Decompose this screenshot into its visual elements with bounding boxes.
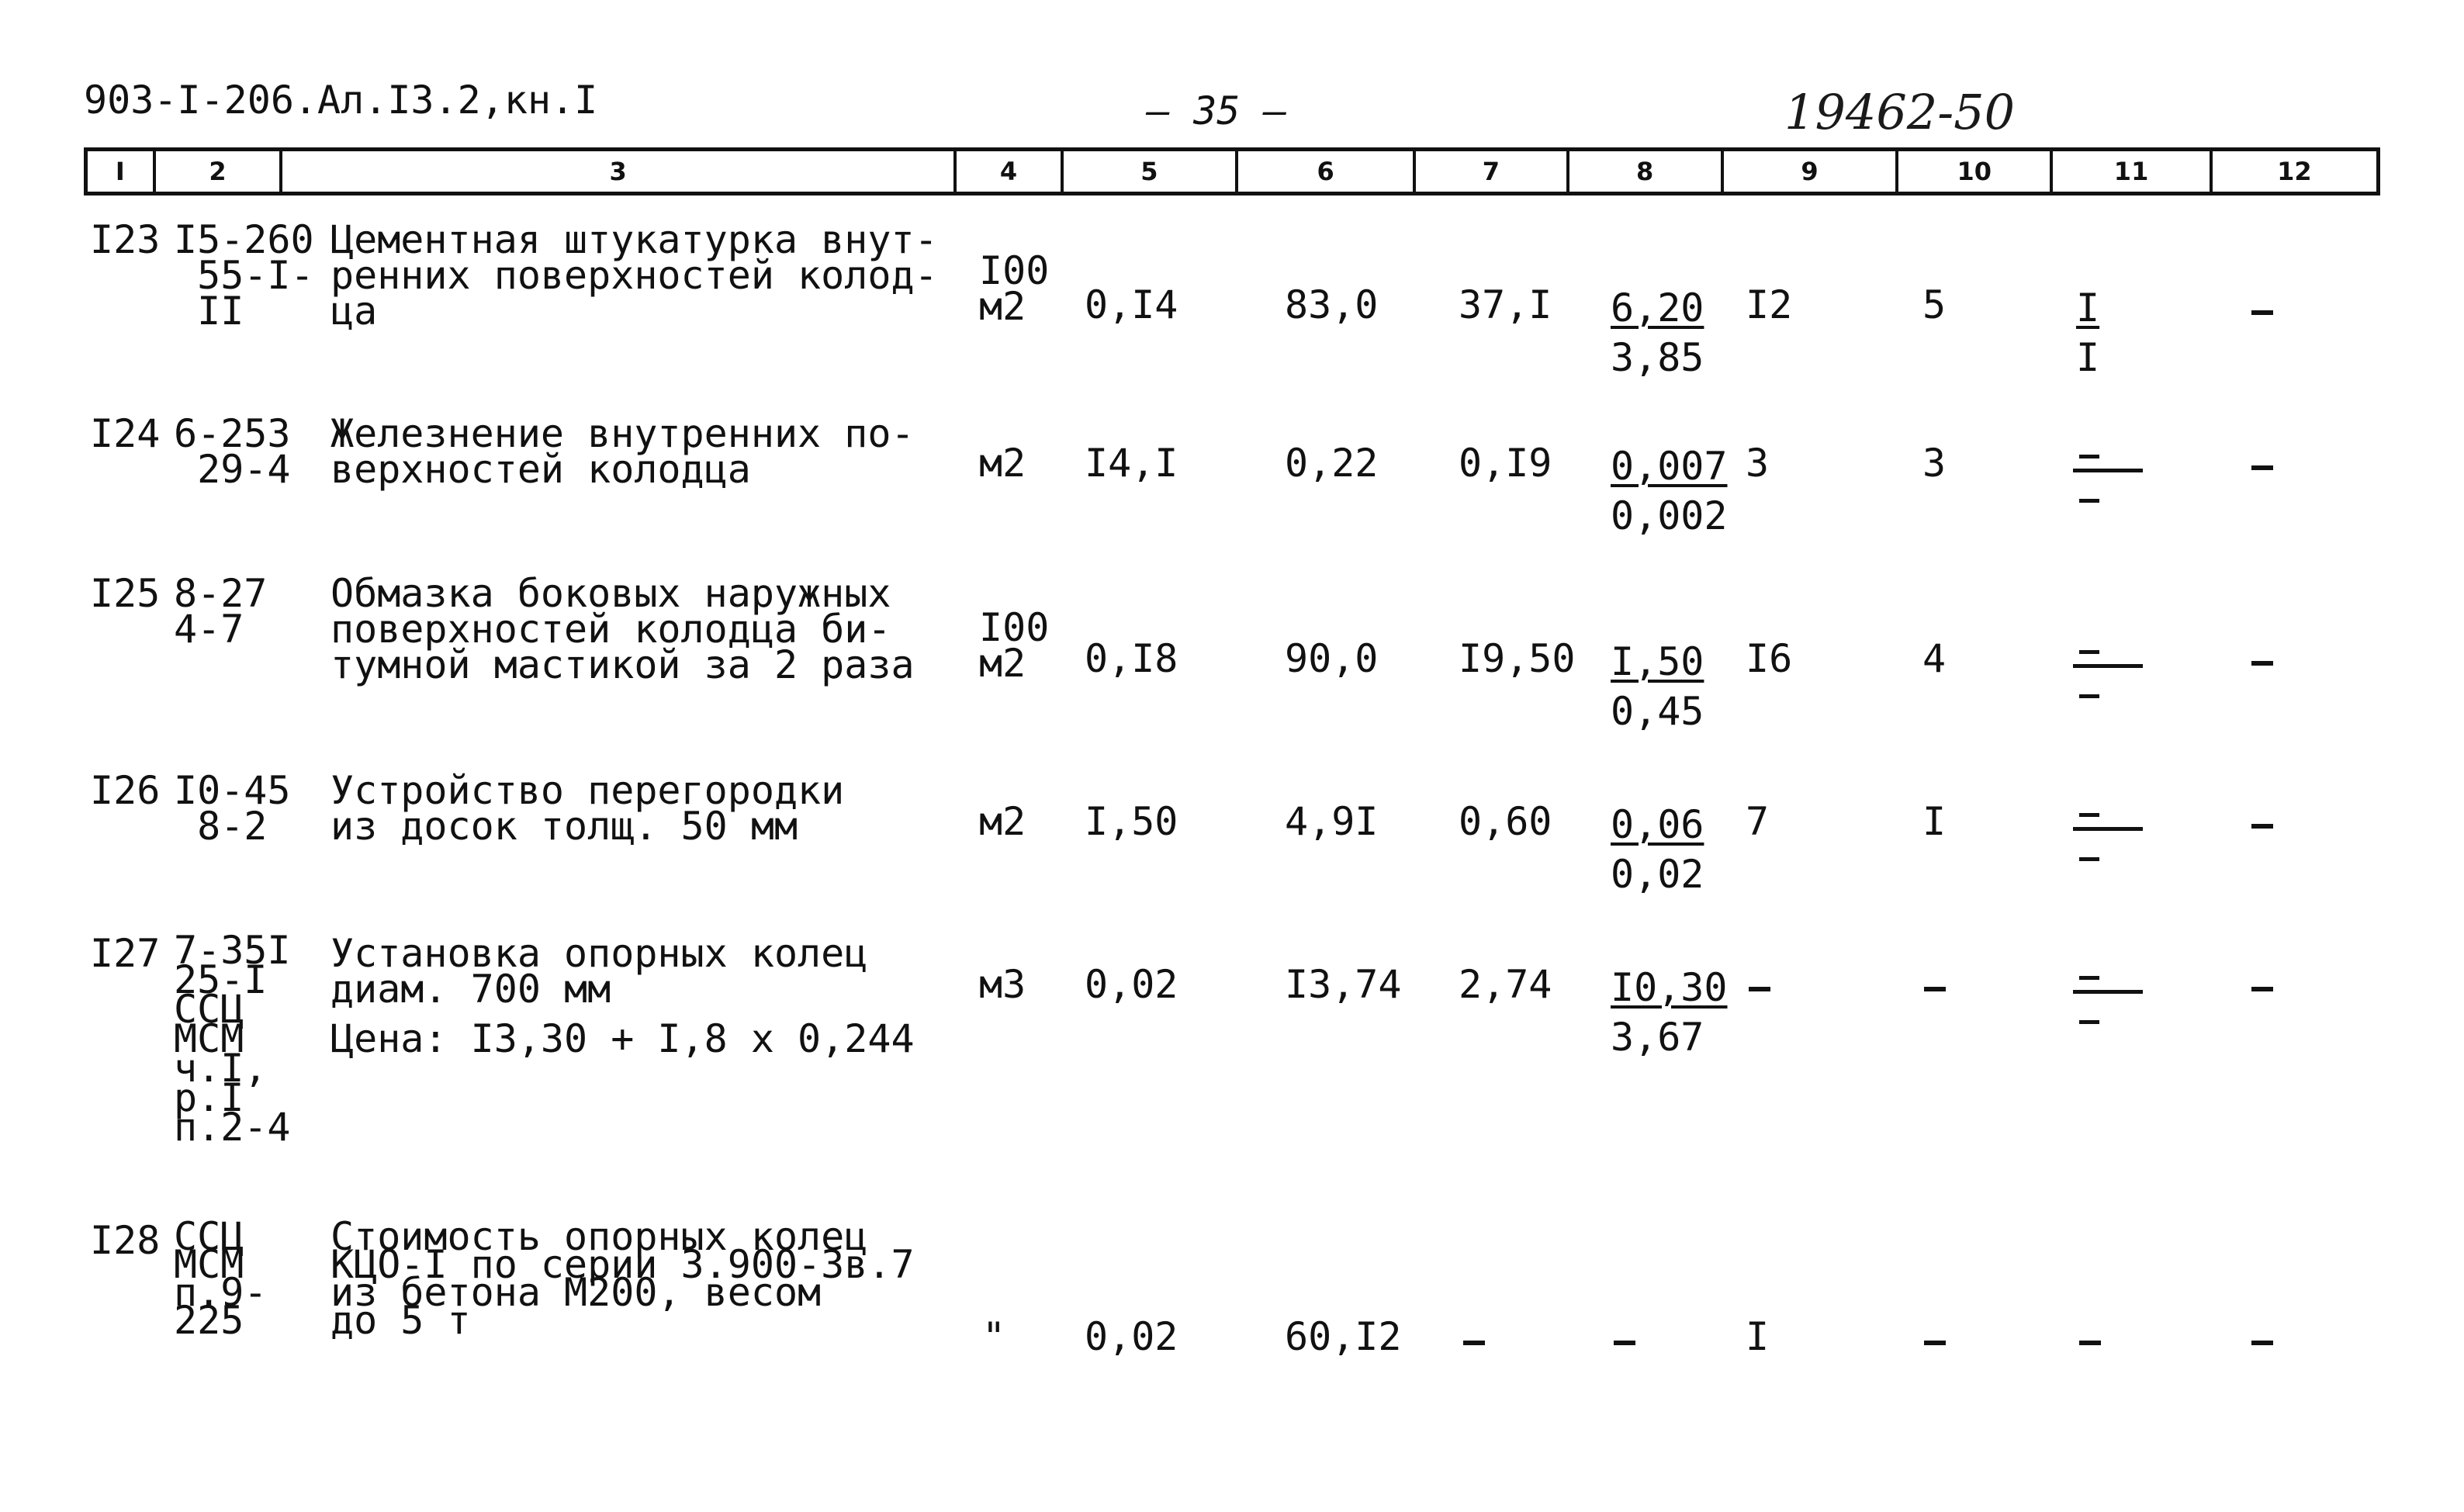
column-header: 4 [957,151,1064,192]
column-9-value: I2 [1746,282,1793,327]
total-cost: 2,74 [1459,962,1552,1007]
quantity: 0,I8 [1085,636,1178,681]
column-8-fraction [1611,444,1728,538]
table-header-row [84,147,2380,195]
column-8-denominator: 3,67 [1611,1015,1704,1060]
unit-price: I3,74 [1285,962,1402,1007]
row-number: I25 [90,571,161,616]
norm-code: 7-35I 25-I ССЦ МСМ ч.I, р.I п.2-4 [174,928,291,1150]
quantity: 0,02 [1085,1314,1178,1359]
column-8-denominator: 0,002 [1611,493,1728,538]
column-10-value: 5 [1922,282,1947,327]
unit: I00 м2 [979,248,1050,329]
column-8-denominator: 0,02 [1611,852,1704,897]
quantity: I,50 [1085,799,1178,844]
quantity: I4,I [1085,441,1178,486]
norm-code: 6-253 29-4 [174,411,291,492]
row-number: I27 [90,931,161,976]
column-9-value: 7 [1746,799,1770,844]
column-header: 3 [282,151,957,192]
dash-mark [2251,1341,2273,1345]
column-8-denominator: 0,45 [1611,689,1704,734]
dash-mark [2251,465,2273,470]
quantity: 0,I4 [1085,282,1178,327]
column-9-value: I [1746,1314,1770,1359]
unit-price: 90,0 [1285,636,1379,681]
column-8-numerator: 0,007 [1611,444,1728,489]
work-description: Железнение внутренних по- верхностей колодца [330,411,915,492]
row-number: I28 [90,1218,161,1263]
column-8-fraction [1611,802,1704,897]
unit-price: 0,22 [1285,441,1379,486]
column-header: 7 [1416,151,1569,192]
dash-mark [2251,987,2273,991]
unit-price: 60,I2 [1285,1314,1402,1359]
column-9-value: I6 [1746,636,1793,681]
column-10-value: 4 [1922,636,1947,681]
column-header: 8 [1569,151,1724,192]
dash-mark [2079,1341,2101,1345]
dash-mark [1749,987,1770,991]
column-header: 10 [1898,151,2053,192]
column-10-value: I [1922,799,1947,844]
unit: " [982,1314,1006,1359]
work-description: Устройство перегородки из досок толщ. 50 мм [330,768,845,849]
column-11-dash-fraction [2073,807,2143,861]
column-8-denominator: 3,85 [1611,335,1704,380]
unit-price: 83,0 [1285,282,1379,327]
dash-mark [1924,987,1946,991]
column-11-dash-fraction [2073,644,2143,698]
column-header: 9 [1724,151,1898,192]
handwritten-number: 19462-50 [1784,84,2016,140]
row-number: I24 [90,411,161,456]
work-description: Обмазка боковых наружных поверхностей колодца би- тумной мастикой за 2 раза [330,571,915,687]
column-9-value: 3 [1746,441,1770,486]
document-code: 903-I-206.Ал.I3.2,кн.I [84,78,598,123]
column-8-fraction [1611,965,1728,1060]
unit: м3 [979,962,1026,1007]
norm-code: 8-27 4-7 [174,571,268,652]
column-header: 2 [156,151,282,192]
column-8-numerator: I0,30 [1611,965,1728,1010]
work-description: Стоимость опорных колец КЦО-I по серии 3.900-3в.7 из бетона М200, весом до 5 т [330,1214,915,1343]
column-8-numerator: 0,06 [1611,802,1704,847]
column-11-denominator: I [2076,335,2100,380]
work-description: Установка опорных колец диам. 700 мм [330,931,868,1012]
unit-price: 4,9I [1285,799,1379,844]
dash-mark [2251,661,2273,666]
column-header: 5 [1064,151,1238,192]
column-header: 11 [2053,151,2212,192]
unit: м2 [979,799,1026,844]
column-8-fraction [1611,639,1704,734]
total-cost: 0,I9 [1459,441,1552,486]
row-number: I23 [90,217,161,262]
total-cost: I9,50 [1459,636,1576,681]
total-cost: 37,I [1459,282,1552,327]
dash-mark [2251,310,2273,315]
column-11-fraction [2076,285,2146,380]
dash-mark [1924,1341,1946,1345]
norm-code: I0-45 8-2 [174,768,291,849]
column-11-dash-fraction [2073,970,2143,1024]
page-number: — 35 — [1147,88,1287,133]
column-header: I [88,151,156,192]
price-formula: Цена: I3,30 + I,8 x 0,244 [330,1016,915,1061]
column-8-fraction [1611,285,1704,380]
norm-code: I5-260 55-I- II [174,217,314,334]
column-10-value: 3 [1922,441,1947,486]
column-8-numerator: 6,20 [1611,285,1704,330]
norm-code: ССЦ МСМ п.9- 225 [174,1214,268,1343]
row-number: I26 [90,768,161,813]
column-11-dash-fraction [2073,448,2143,503]
dash-mark [1463,1341,1485,1345]
column-11-numerator: I [2076,285,2100,330]
unit: м2 [979,441,1026,486]
column-8-numerator: I,50 [1611,639,1704,684]
unit: I00 м2 [979,605,1050,686]
column-header: 6 [1238,151,1416,192]
dash-mark [1614,1341,1635,1345]
dash-mark [2251,824,2273,829]
column-header: 12 [2277,157,2312,186]
work-description: Цементная штукатурка внут- ренних поверхностей колод- ца [330,217,938,334]
total-cost: 0,60 [1459,799,1552,844]
quantity: 0,02 [1085,962,1178,1007]
